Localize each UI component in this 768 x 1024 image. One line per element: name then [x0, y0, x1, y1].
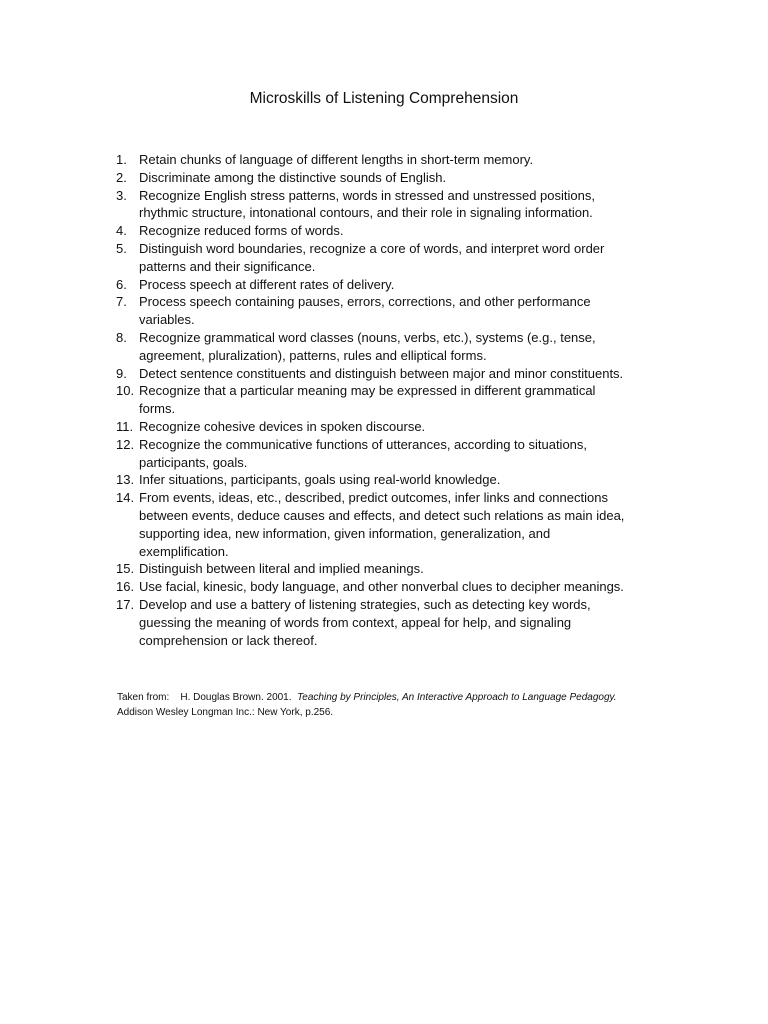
item-number: 5. — [116, 240, 127, 256]
list-item — [116, 489, 696, 560]
item-text: Retain chunks of language of different lengths in short-term memory. — [139, 152, 534, 167]
microskills-list — [116, 151, 696, 649]
item-text: Recognize English stress patterns, words in stressed and unstressed positions, rhythmic structure, intonational contours, and their role in signaling information. — [139, 187, 595, 221]
item-number: 15. — [116, 561, 135, 577]
list-item — [116, 222, 696, 240]
item-text: From events, ideas, etc., described, predict outcomes, infer links and connections between events, deduce causes and effects, and detect such relations as main idea, supporting idea, new information, given information, generalization, and exemplification. — [139, 490, 625, 559]
item-number: 14. — [116, 490, 135, 506]
list-item — [116, 365, 696, 383]
item-text: Infer situations, participants, goals using real-world knowledge. — [139, 472, 501, 488]
item-text: Recognize the communicative functions of utterances, according to situations, participants, goals. — [139, 436, 588, 470]
list-item — [116, 293, 696, 329]
list-item — [116, 276, 696, 294]
item-text: Process speech containing pauses, errors, corrections, and other performance variables. — [139, 294, 591, 328]
item-text: Recognize grammatical word classes (nouns, verbs, etc.), systems (e.g., tense, agreement, pluralization), patterns, rules and elliptical forms. — [139, 329, 596, 363]
item-text: Distinguish between literal and implied meanings. — [139, 561, 424, 577]
list-item — [116, 596, 696, 649]
list-item — [116, 329, 696, 365]
item-text: Develop and use a battery of listening strategies, such as detecting key words, guessing the meaning of words from context, appeal for help, and signaling comprehension or lack thereof. — [139, 596, 591, 648]
citation-line-1 — [117, 690, 677, 705]
item-number: 6. — [116, 276, 127, 292]
list-item — [116, 578, 696, 596]
citation-publisher: Addison Wesley Longman Inc.: New York, p.256. — [117, 707, 334, 718]
item-number: 3. — [116, 187, 127, 203]
list-item — [116, 418, 696, 436]
item-text: Detect sentence constituents and distinguish between major and minor constituents. — [139, 365, 624, 381]
list-item — [116, 187, 696, 223]
item-number: 2. — [116, 169, 127, 185]
item-number: 7. — [116, 294, 127, 310]
item-number: 10. — [116, 383, 135, 399]
item-number: 13. — [116, 472, 135, 488]
item-text: Process speech at different rates of delivery. — [139, 276, 395, 292]
item-number: 12. — [116, 436, 135, 452]
item-text: Distinguish word boundaries, recognize a core of words, and interpret word order patterns and their significance. — [139, 240, 605, 274]
item-number: 17. — [116, 596, 135, 612]
item-text: Discriminate among the distinctive sounds of English. — [139, 169, 447, 185]
item-text: Recognize that a particular meaning may be expressed in different grammatical forms. — [139, 383, 596, 417]
list-item — [116, 560, 696, 578]
item-number: 11. — [116, 418, 134, 434]
item-text: Use facial, kinesic, body language, and other nonverbal clues to decipher meanings. — [139, 579, 624, 595]
citation-work-title: Teaching by Principles, An Interactive Approach to Language Pedagogy. — [297, 692, 617, 703]
list-item — [116, 151, 696, 169]
item-text: Recognize cohesive devices in spoken discourse. — [139, 418, 426, 434]
list-item — [116, 382, 696, 418]
item-number: 4. — [116, 223, 127, 239]
citation — [117, 690, 677, 720]
document-title: Microskills of Listening Comprehension — [249, 90, 519, 107]
item-number: 16. — [116, 579, 135, 595]
item-number: 8. — [116, 329, 127, 345]
item-number: 1. — [116, 152, 127, 167]
item-text: Recognize reduced forms of words. — [139, 223, 344, 239]
list-item — [116, 240, 696, 276]
list-item — [116, 471, 696, 489]
list-item — [116, 169, 696, 187]
item-number: 9. — [116, 365, 127, 381]
citation-prefix: Taken from: H. Douglas Brown. 2001. — [117, 692, 298, 703]
list-item — [116, 436, 696, 472]
